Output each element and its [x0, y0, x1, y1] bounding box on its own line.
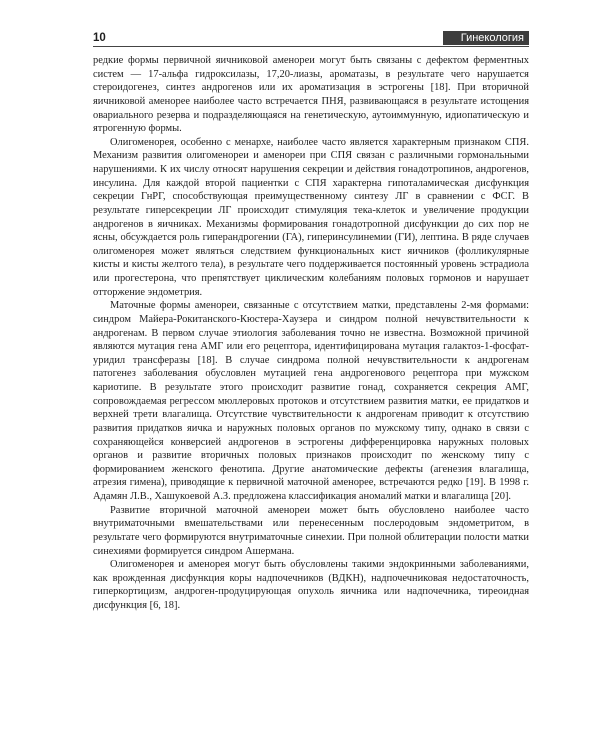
paragraph: редкие формы первичной яичниковой аменореи могут быть связаны с дефектом ферментных систем — 17-альфа гидроксилазы, 17,20-лиазы, ароматазы, в результате чего нарушается стероидогенез, синтез андрогенов или их ароматизация в эстрогены [18]. При вторичной яичниковой аменорее наиболее часто встречается ПНЯ, развивающаяся в результате истощения овариального резерва и подразделяющаяся на генетическую, аутоиммунную, идиопатическую и ятрогенную формы.: [93, 55, 529, 135]
paragraph: Олигоменорея, особенно с менархе, наиболее часто является характерным признаком СПЯ. Механизм развития олигоменореи и аменореи при СПЯ связан с различными гормональными нарушениями. К их числу относят нарушения секреции и действия гонадотропинов, андрогенов, инсулина. Для каждой второй пациентки с СПЯ характерна гипоталамическая дисфункция секреции ГнРГ, способствующая преимущественному синтезу ЛГ в сравнении с ФСГ. В результате гиперсекреции ЛГ происходит стимуляция тека-клеток и увеличение продукции андрогенов в яичниках. Механизмы формирования гонадотропной дисфункции до сих пор не ясны, обсуждается роль гиперандрогении (ГА), гиперинсулинемии (ГИ), лептина. В ряде случаев олигоменорея может являться следствием функциональных кист яичников (фолликулярные кисты и кисты желтого тела), в результате чего поддерживается постоянный уровень эстрадиола или прогестерона, что препятствует циклическим колебаниям половых гормонов и нарушает отторжение эндометрия.: [93, 136, 529, 298]
page-header: [93, 31, 529, 47]
paragraph: Развитие вторичной маточной аменореи может быть обусловлено наиболее часто внутриматочными вмешательствами или перенесенным послеродовым эндометритом, в результате чего формируются внутриматочные синехии. При полной облитерации полости матки синехиями формируется синдром Ашермана.: [93, 504, 529, 557]
header-rule: [93, 46, 529, 47]
paragraph: Олигоменорея и аменорея могут быть обусловлены такими эндокринными заболеваниями, как врожденная дисфункция коры надпочечников (ВДКН), надпочечниковая недостаточность, гиперкортицизм, андроген-продуцирующая опухоль яичника или надпочечника, тиреоидная дисфункция [6, 18].: [93, 559, 529, 611]
body-text: [93, 54, 529, 613]
page-number: 10: [93, 32, 106, 44]
paragraph: Маточные формы аменореи, связанные с отсутствием матки, представлены 2-мя формами: синдром Майера-Рокитанского-Кюстера-Хаузера и синдром полной нечувствительности к андрогенам. В первом случае этиология заболевания точно не известна. Возможной причиной являются мутация гена АМГ или его рецептора, идентифицирована мутация галактоз-1-фосфат-уридил трансферазы [18]. В случае синдрома полной нечувствительности к андрогенам патогенез заболевания обусловлен мутацией гена андрогенового рецептора при мужском кариотипе. В результате этого происходит развитие гонад, сохраняется секреция АМГ, сопровождаемая регрессом мюллеровых протоков и отсутствием развития матки, ее придатков и верхней трети влагалища. Отсутствие чувствительности к андрогенам приводит к отсутствию развития придатков яичка и наружных половых органов по мужскому типу, однако в связи с сохраняющейся конверсией андрогенов в эстрогены дифференцировка наружных половых органов и развитие вторичных половых признаков происходит по женскому типу с формированием женского фенотипа. Другие анатомические дефекты (агенезия влагалища, атрезия гимена), приводящие к первичной маточной аменорее, встречаются редко [19]. В 1998 г. Адамян Л.В., Хашукоевой А.З. предложена классификация аномалий матки и влагалища [20].: [93, 300, 529, 502]
section-title: Гинекология: [443, 31, 529, 45]
